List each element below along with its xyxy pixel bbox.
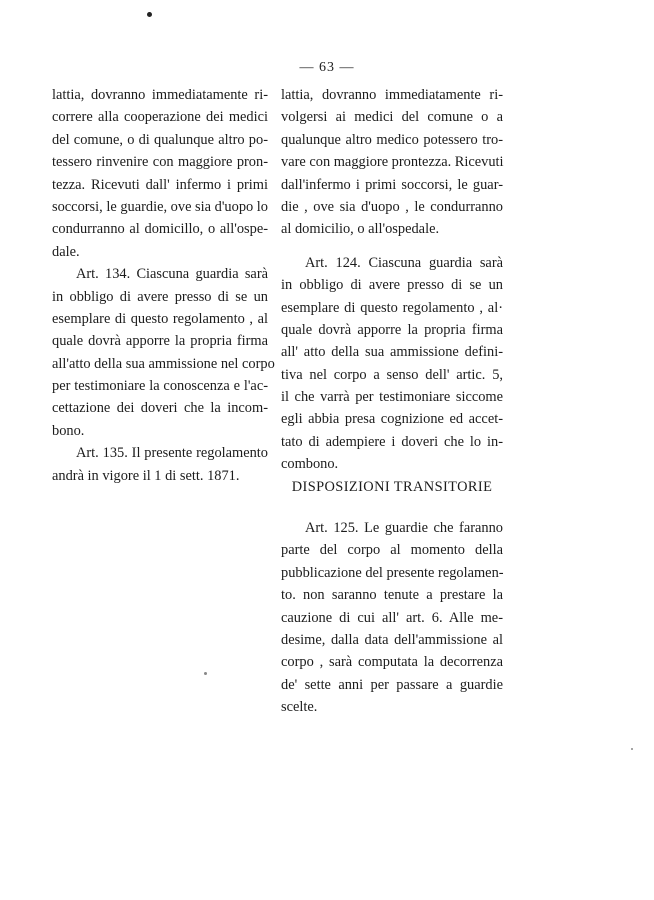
text-line: quale dovrà apporre la propria firma: [52, 333, 268, 350]
text-line: pubblicazione del presente regolamen-: [281, 564, 504, 581]
text-line: andrà in vigore il 1 di sett. 1871.: [52, 467, 240, 484]
text-line: tessero rinvenire con maggiore pron-: [52, 154, 268, 171]
text-line: soccorsi, le guardie, ove sia d'uopo lo: [52, 198, 269, 215]
paragraph-continuation: [281, 84, 503, 241]
text-line: Art. 135. Il presente regolamento: [76, 445, 268, 462]
text-line: to. non saranno tenute a prestare la: [281, 587, 503, 604]
text-line: correre alla cooperazione dei medici: [52, 109, 268, 126]
paragraph-continuation: [52, 84, 268, 263]
text-line: del comune, o di qualunque altro po-: [52, 131, 268, 148]
paragraph-art-135: [52, 442, 268, 487]
text-line: condurranno al domicillo, o all'ospe-: [52, 221, 268, 238]
text-line: parte del corpo al momento della: [281, 542, 503, 559]
text-line: de' sette anni per passare a guardie: [281, 676, 503, 693]
text-line: all' atto della sua ammissione defini-: [281, 344, 503, 361]
text-line: lattia, dovranno immediatamente ri-: [52, 87, 268, 103]
text-line: per testimoniare la conoscenza e l'ac-: [52, 378, 268, 395]
text-line: egli abbia presa cognizione ed accet-: [281, 411, 503, 428]
ink-dot: [147, 12, 152, 17]
text-line: vare con maggiore prontezza. Ricevuti: [281, 154, 504, 171]
text-line: corpo , sarà computata la decorrenza: [281, 654, 503, 671]
text-line: in obbligo di avere presso di se un: [52, 288, 268, 305]
text-line: tiva nel corpo a senso dell' artic. 5,: [281, 366, 503, 383]
section-heading: DISPOSIZIONI TRANSITORIE: [291, 478, 493, 495]
text-line: in obbligo di avere presso di se un: [281, 277, 503, 294]
text-line: volgersi ai medici del comune o a: [281, 109, 503, 126]
paragraph-gap: [281, 509, 503, 517]
paragraph-gap: [281, 498, 503, 509]
text-line: Art. 125. Le guardie che faranno: [305, 520, 503, 537]
text-line: tato di adempiere i doveri che lo in-: [281, 433, 503, 450]
text-line: il che varrà per testimoniare siccome: [281, 389, 503, 406]
paragraph-art-134: [52, 263, 275, 442]
text-line: esemplare di questo regolamento , al·: [281, 299, 503, 316]
paragraph-gap: [281, 241, 503, 252]
text-line: cauzione di cui all' art. 6. Alle me-: [281, 609, 503, 626]
text-line: die , ove sia d'uopo , le condurranno: [281, 198, 503, 215]
text-line: scelte.: [281, 699, 318, 716]
text-line: dale.: [52, 243, 80, 260]
text-line: qualunque altro medico potessero tro-: [281, 131, 503, 148]
paper-speck: [204, 672, 207, 675]
text-line: all'atto della sua ammissione nel corpo: [52, 355, 275, 372]
text-line: Art. 124. Ciascuna guardia sarà: [305, 254, 503, 271]
paragraph-art-124: [281, 252, 503, 476]
text-line: esemplare di questo regolamento , al: [52, 310, 268, 327]
text-line: Art. 134. Ciascuna guardia sarà: [76, 266, 268, 283]
left-column: [52, 84, 275, 487]
text-line: quale dovrà apporre la propria firma: [281, 321, 503, 338]
text-line: combono.: [281, 456, 339, 473]
text-line: dall'infermo i primi soccorsi, le guar-: [281, 176, 503, 193]
text-line: al domicilio, o all'ospedale.: [281, 221, 440, 238]
right-column: [281, 84, 503, 719]
paragraph-art-125: [281, 517, 503, 719]
text-line: tezza. Ricevuti dall' infermo i primi: [52, 176, 268, 193]
text-line: desime, dalla data dell'ammissione al: [281, 631, 503, 648]
paper-speck: [631, 748, 633, 750]
text-line: lattia, dovranno immediatamente ri-: [281, 87, 503, 103]
text-line: bono.: [52, 422, 85, 439]
text-line: cettazione dei doveri che la incom-: [52, 400, 268, 417]
page-number: — 63 —: [299, 60, 355, 75]
